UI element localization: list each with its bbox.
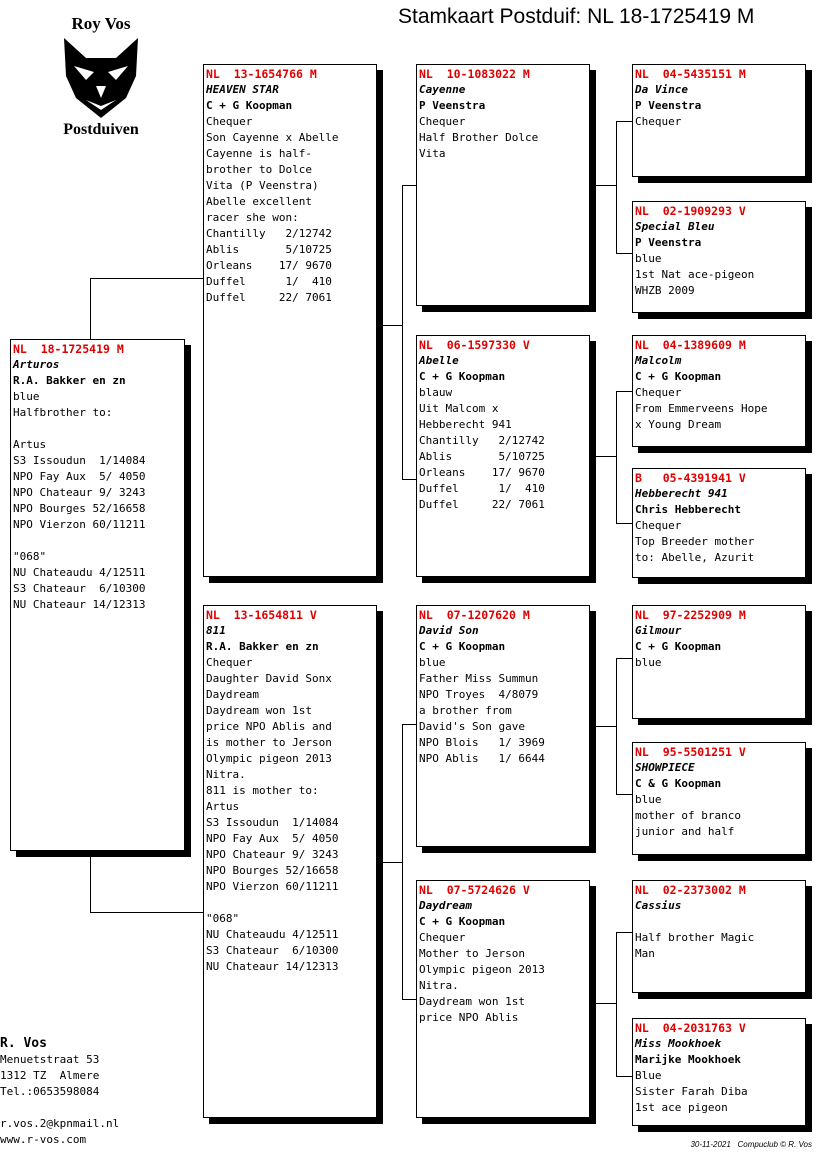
pedigree-line: Chequer — [206, 656, 253, 669]
pedigree-line: a brother from — [419, 704, 512, 717]
pedigree-line: S3 Issoudun 1/14084 — [13, 454, 146, 467]
pigeon-name: Miss Mookhoek — [635, 1037, 722, 1050]
pigeon-name: SHOWPIECE — [635, 761, 695, 774]
pedigree-line: S3 Chateaur 6/10300 — [13, 582, 146, 595]
pedigree-line: Daydream — [206, 688, 259, 701]
pedigree-line: Orleans 17/ 9670 — [206, 259, 332, 272]
ring-number: NL 07-5724626 V — [419, 883, 530, 897]
pedigree-line: blue — [635, 793, 662, 806]
pedigree-line: Cayenne is half- — [206, 147, 312, 160]
pigeon-card-mother-mother — [416, 880, 590, 1118]
pedigree-line: price NPO Ablis and — [206, 720, 332, 733]
ring-number: NL 97-2252909 M — [635, 608, 746, 622]
pigeon-card-mother-father — [416, 605, 590, 847]
pedigree-line: Abelle excellent — [206, 195, 312, 208]
pedigree-line: S3 Chateaur 6/10300 — [206, 944, 339, 957]
breeder-name: R.A. Bakker en zn — [13, 374, 126, 387]
pedigree-line: 1st Nat ace-pigeon — [635, 268, 755, 281]
pedigree-line: Chequer — [635, 115, 682, 128]
pedigree-line: Duffel 22/ 7061 — [206, 291, 332, 304]
pedigree-line: Artus — [13, 438, 47, 451]
pigeon-card-father-father — [416, 64, 590, 306]
pigeon-card-mfm — [632, 742, 806, 855]
breeder-name: C + G Koopman — [419, 370, 506, 383]
breeder-name: C + G Koopman — [419, 640, 506, 653]
pedigree-line: Vita (P Veenstra) — [206, 179, 319, 192]
breeder-name: C + G Koopman — [206, 99, 293, 112]
breeder-name: C + G Koopman — [419, 915, 506, 928]
pedigree-line: Sister Farah Diba — [635, 1085, 748, 1098]
breeder-name: R.A. Bakker en zn — [206, 640, 319, 653]
pigeon-name: Abelle — [419, 354, 459, 367]
pedigree-line — [206, 895, 374, 911]
ring-number: NL 04-1389609 M — [635, 338, 746, 352]
breeder-name: C + G Koopman — [635, 370, 722, 383]
pedigree-line: NPO Fay Aux 5/ 4050 — [13, 470, 146, 483]
ring-number: NL 13-1654766 M — [206, 67, 317, 81]
pedigree-line: Half brother Magic — [635, 931, 755, 944]
pedigree-line: NU Chateaudu 4/12511 — [206, 928, 339, 941]
pedigree-line: Top Breeder mother — [635, 535, 755, 548]
pedigree-line: Chequer — [419, 931, 466, 944]
page-title: Stamkaart Postduif: NL 18-1725419 M — [398, 5, 755, 28]
pigeon-name: Gilmour — [635, 624, 682, 637]
pedigree-line: blue — [13, 390, 40, 403]
pigeon-name: Da Vince — [635, 83, 688, 96]
pigeon-name: Cayenne — [419, 83, 466, 96]
pigeon-card-mmf — [632, 880, 806, 993]
ring-number: NL 04-5435151 M — [635, 67, 746, 81]
owner-website[interactable]: www.r-vos.com — [0, 1133, 87, 1146]
pedigree-line: Nitra. — [419, 979, 459, 992]
pedigree-line: Daughter David Sonx — [206, 672, 332, 685]
pedigree-line: Halfbrother to: — [13, 406, 113, 419]
pedigree-line: NPO Blois 1/ 3969 — [419, 736, 545, 749]
pigeon-card-subject — [10, 339, 185, 851]
pedigree-line: to: Abelle, Azurit — [635, 551, 755, 564]
pedigree-line — [13, 533, 182, 549]
pedigree-line: NPO Vierzon 60/11211 — [206, 880, 339, 893]
logo-bottom-text: Postduiven — [63, 121, 139, 138]
pedigree-line: Son Cayenne x Abelle — [206, 131, 339, 144]
pedigree-line: NPO Troyes 4/8079 — [419, 688, 539, 701]
pedigree-line: Chequer — [635, 386, 682, 399]
pedigree-line: Orleans 17/ 9670 — [419, 466, 545, 479]
breeder-name: Chris Hebberecht — [635, 503, 741, 516]
breeder-name: P Veenstra — [419, 99, 486, 112]
pedigree-line: 1st ace pigeon — [635, 1101, 728, 1114]
pedigree-line: Hebberecht 941 — [419, 418, 512, 431]
pedigree-line: Chequer — [635, 519, 682, 532]
owner-city: 1312 TZ Almere — [0, 1069, 100, 1082]
pedigree-line: blauw — [419, 386, 453, 399]
pigeon-card-fff — [632, 64, 806, 177]
ring-number: NL 07-1207620 M — [419, 608, 530, 622]
pedigree-line: Ablis 5/10725 — [419, 450, 545, 463]
pigeon-card-fmm — [632, 468, 806, 578]
pedigree-line: Half Brother Dolce — [419, 131, 539, 144]
pigeon-name: Cassius — [635, 899, 682, 912]
pedigree-line: NU Chateaur 14/12313 — [13, 598, 146, 611]
ring-number: B 05-4391941 V — [635, 471, 746, 485]
pedigree-line: Daydream won 1st — [206, 704, 312, 717]
pedigree-line: NPO Chateaur 9/ 3243 — [206, 848, 339, 861]
pedigree-line: NU Chateaudu 4/12511 — [13, 566, 146, 579]
pedigree-line: WHZB 2009 — [635, 284, 695, 297]
pedigree-line: Chantilly 2/12742 — [419, 434, 545, 447]
pedigree-line: Olympic pigeon 2013 — [206, 752, 332, 765]
pedigree-line: blue — [635, 252, 662, 265]
pigeon-card-father — [203, 64, 377, 577]
wolf-icon — [56, 36, 146, 120]
logo — [46, 14, 156, 142]
pedigree-line: "068" — [13, 550, 47, 563]
ring-number: NL 02-2373002 M — [635, 883, 746, 897]
pedigree-line: brother to Dolce — [206, 163, 312, 176]
breeder-name: C + G Koopman — [635, 640, 722, 653]
owner-phone: Tel.:0653598084 — [0, 1085, 100, 1098]
pigeon-card-mother — [203, 605, 377, 1118]
pedigree-line: Artus — [206, 800, 240, 813]
pedigree-line: NPO Vierzon 60/11211 — [13, 518, 146, 531]
ring-number: NL 13-1654811 V — [206, 608, 317, 622]
pigeon-name: 811 — [206, 624, 226, 637]
ring-number: NL 06-1597330 V — [419, 338, 530, 352]
pedigree-line — [635, 914, 803, 930]
pigeon-name: Daydream — [419, 899, 472, 912]
pedigree-line: Nitra. — [206, 768, 246, 781]
ring-number: NL 02-1909293 V — [635, 204, 746, 218]
pedigree-line: Blue — [635, 1069, 662, 1082]
pedigree-line: 811 is mother to: — [206, 784, 319, 797]
pigeon-name: Special Bleu — [635, 220, 715, 233]
pedigree-line: Duffel 22/ 7061 — [419, 498, 545, 511]
pedigree-line: NPO Ablis 1/ 6644 — [419, 752, 545, 765]
pigeon-card-fmf — [632, 335, 806, 447]
pedigree-line: NPO Chateaur 9/ 3243 — [13, 486, 146, 499]
pedigree-line: Vita — [419, 147, 446, 160]
pedigree-line: Duffel 1/ 410 — [206, 275, 332, 288]
ring-number: NL 04-2031763 V — [635, 1021, 746, 1035]
pedigree-line: "068" — [206, 912, 240, 925]
pigeon-card-mff — [632, 605, 806, 719]
pigeon-card-mmm — [632, 1018, 806, 1126]
pedigree-line: blue — [419, 656, 446, 669]
ring-number: NL 10-1083022 M — [419, 67, 530, 81]
pedigree-line: NPO Bourges 52/16658 — [13, 502, 146, 515]
breeder-name: P Veenstra — [635, 99, 702, 112]
ring-number: NL 18-1725419 M — [13, 342, 124, 356]
pedigree-line: Uit Malcom x — [419, 402, 499, 415]
pedigree-line: Daydream won 1st — [419, 995, 525, 1008]
pedigree-line: NU Chateaur 14/12313 — [206, 960, 339, 973]
pedigree-line: Chequer — [206, 115, 253, 128]
credit: Compuclub © R. Vos — [737, 1140, 812, 1149]
breeder-name: Marijke Mookhoek — [635, 1053, 741, 1066]
pigeon-name: Malcolm — [635, 354, 682, 367]
pigeon-name: Arturos — [13, 358, 60, 371]
owner-email[interactable]: r.vos.2@kpnmail.nl — [0, 1117, 120, 1130]
pedigree-line: NPO Fay Aux 5/ 4050 — [206, 832, 339, 845]
pigeon-card-ffm — [632, 201, 806, 313]
pigeon-card-father-mother — [416, 335, 590, 577]
pedigree-line: From Emmerveens Hope — [635, 402, 768, 415]
owner-info — [0, 1036, 119, 1148]
pigeon-name: HEAVEN STAR — [206, 83, 279, 96]
pedigree-line: price NPO Ablis — [419, 1011, 519, 1024]
logo-top-text: Roy Vos — [71, 14, 131, 33]
pigeon-name: David Son — [419, 624, 479, 637]
pedigree-line: racer she won: — [206, 211, 299, 224]
pedigree-line: Man — [635, 947, 655, 960]
pedigree-line: David's Son gave — [419, 720, 525, 733]
breeder-name: C & G Koopman — [635, 777, 722, 790]
pedigree-line: x Young Dream — [635, 418, 722, 431]
pedigree-line: Mother to Jerson — [419, 947, 525, 960]
pedigree-line: NPO Bourges 52/16658 — [206, 864, 339, 877]
pedigree-line: is mother to Jerson — [206, 736, 332, 749]
pigeon-name: Hebberecht 941 — [635, 487, 728, 500]
pedigree-line: Duffel 1/ 410 — [419, 482, 545, 495]
print-date: 30-11-2021 — [690, 1140, 731, 1149]
owner-street: Menuetstraat 53 — [0, 1053, 100, 1066]
pedigree-line: S3 Issoudun 1/14084 — [206, 816, 339, 829]
pedigree-line: Chequer — [419, 115, 466, 128]
pedigree-line — [13, 421, 182, 437]
pedigree-line: Chantilly 2/12742 — [206, 227, 332, 240]
pedigree-line: junior and half — [635, 825, 735, 838]
pedigree-line: Father Miss Summun — [419, 672, 539, 685]
pedigree-line: mother of branco — [635, 809, 741, 822]
breeder-name: P Veenstra — [635, 236, 702, 249]
ring-number: NL 95-5501251 V — [635, 745, 746, 759]
pedigree-line: Ablis 5/10725 — [206, 243, 332, 256]
owner-name: R. Vos — [0, 1036, 47, 1051]
pedigree-line: blue — [635, 656, 662, 669]
pedigree-line: Olympic pigeon 2013 — [419, 963, 545, 976]
footer — [690, 1140, 812, 1149]
